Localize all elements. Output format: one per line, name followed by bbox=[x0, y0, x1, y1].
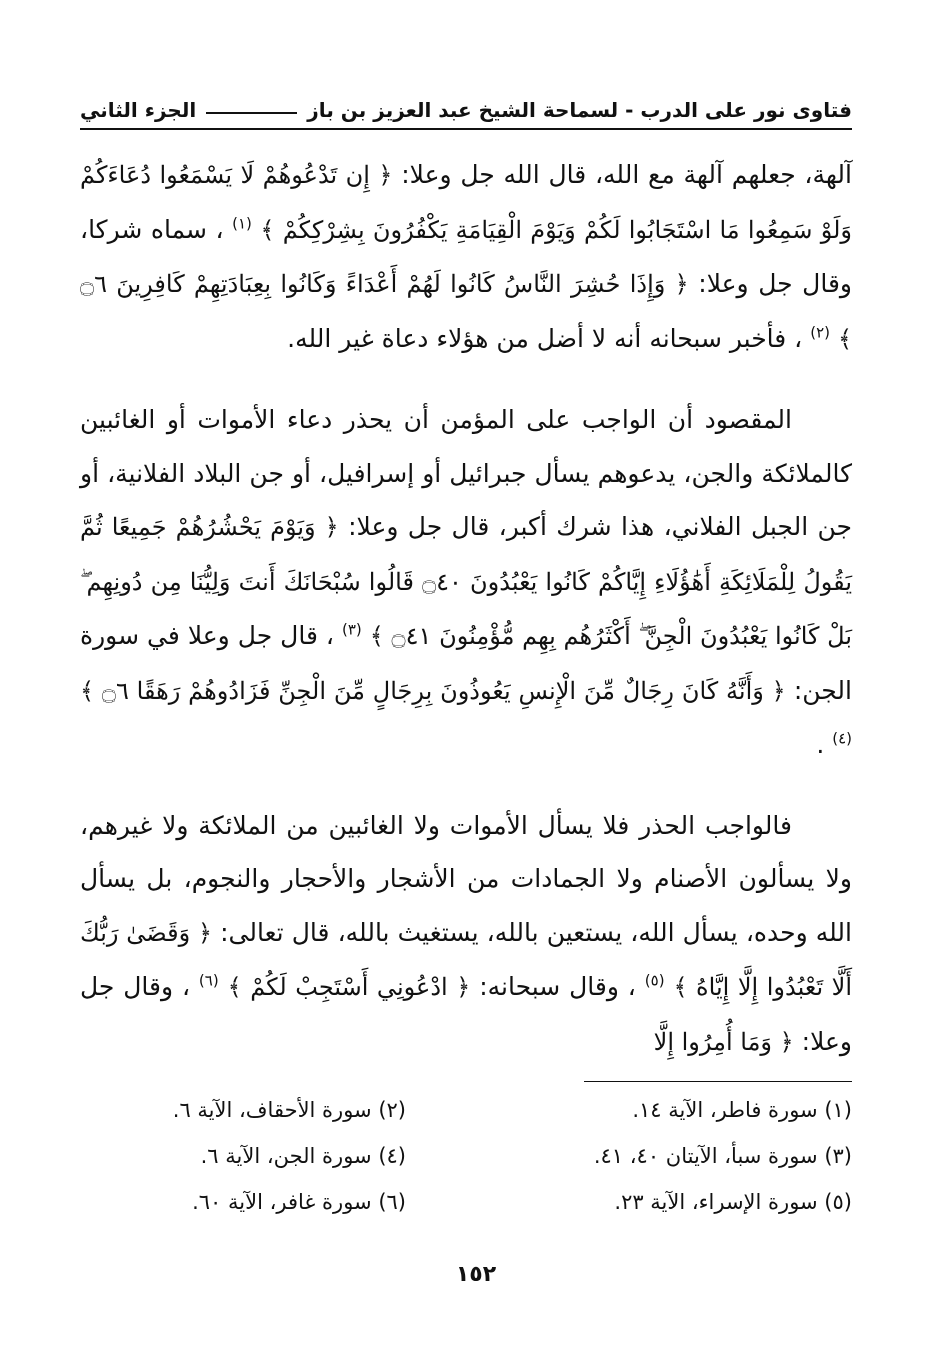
quran-verse: ﴿ وَقَضَىٰ رَبُّكَ أَلَّا تَعْبُدُوا إِلَّا إِيَّاهُ ﴾ bbox=[80, 918, 853, 1001]
running-header bbox=[80, 86, 852, 122]
footnote-marker: (٥) bbox=[644, 971, 665, 990]
paragraph-3 bbox=[80, 799, 852, 1070]
footnote-marker: (٦) bbox=[198, 971, 219, 990]
text-segment: ، وقال سبحانه: bbox=[470, 972, 636, 1001]
quran-verse: ﴿ وَيَوْمَ يَحْشُرُهُمْ جَمِيعًا ثُمَّ يَقُولُ لِلْمَلَائِكَةِ أَهَٰؤُلَاءِ إِيَّاكُمْ كَانُوا يَعْبُدُونَ ۝٤٠ قَالُوا سُبْحَانَكَ أَنتَ وَلِيُّنَا مِن دُونِهِم ۖ بَلْ كَانُوا يَعْبُدُونَ الْجِنَّ ۖ أَكْثَرُهُم بِهِم مُّؤْمِنُونَ ۝٤١ ﴾ bbox=[80, 513, 852, 650]
footnote-5: (٥) سورة الإسراء، الآية ٢٣. bbox=[614, 1190, 852, 1214]
page-number: ١٥٢ bbox=[455, 1262, 497, 1287]
header-dash-rule bbox=[206, 112, 297, 114]
footnote-4: (٤) سورة الجن، الآية ٦. bbox=[200, 1144, 406, 1168]
quran-verse: ﴿ إِن تَدْعُوهُمْ لَا يَسْمَعُوا دُعَاءَكُمْ وَلَوْ سَمِعُوا مَا اسْتَجَابُوا لَكُمْ وَيَوْمَ الْقِيَامَةِ يَكْفُرُونَ بِشِرْكِكُمْ ﴾ bbox=[80, 161, 852, 244]
text-segment: آلهة، جعلهم آلهة مع الله، قال الله جل وعلا: bbox=[392, 160, 852, 189]
footnote-6: (٦) سورة غافر، الآية ٦٠. bbox=[192, 1190, 406, 1214]
text-segment: ، سماه شركا، وقال جل وعلا: bbox=[80, 214, 852, 298]
footnote-2: (٢) سورة الأحقاف، الآية ٦. bbox=[172, 1098, 406, 1122]
footnote-marker: (٣) bbox=[341, 620, 362, 639]
text-segment: المقصود أن الواجب على المؤمن أن يحذر دعاء الأموات أو الغائبين كالملائكة والجن، يدعوهم يسأل جبرائيل أو إسرافيل، أو جن البلاد الفلانية، أو جن الجبل الفلاني، هذا شرك أكبر، قال جل وعلا: bbox=[80, 405, 852, 541]
text-segment: ، وقال جل وعلا: bbox=[80, 972, 852, 1056]
paragraph-2 bbox=[80, 393, 852, 772]
quran-verse: ﴿ وَمَا أُمِرُوا إِلَّا bbox=[653, 1027, 794, 1056]
quran-verse: ﴿ وَأَنَّهُ كَانَ رِجَالٌ مِّنَ الْإِنسِ يَعُوذُونَ بِرِجَالٍ مِّنَ الْجِنِّ فَزَادُوهُمْ رَهَقًا ۝٦ ﴾ bbox=[80, 676, 786, 705]
footnote-marker: (١) bbox=[232, 214, 252, 233]
footnote-1: (١) سورة فاطر، الآية ١٤. bbox=[632, 1098, 852, 1122]
footnotes bbox=[80, 1090, 852, 1222]
header-rule bbox=[80, 128, 852, 130]
footnote-3: (٣) سورة سبأ، الآيتان ٤٠، ٤١. bbox=[593, 1144, 852, 1168]
quran-verse: ﴿ ادْعُونِي أَسْتَجِبْ لَكُمْ ﴾ bbox=[227, 973, 471, 1001]
text-segment: ، فأخبر سبحانه أنه لا أضل من هؤلاء دعاة غير الله. bbox=[287, 323, 803, 353]
text-segment: . bbox=[816, 730, 825, 759]
footnote-marker: (٤) bbox=[832, 729, 852, 748]
footnote-separator bbox=[584, 1081, 852, 1082]
quran-verse: ﴿ وَإِذَا حُشِرَ النَّاسُ كَانُوا لَهُمْ أَعْدَاءً وَكَانُوا بِعِبَادَتِهِمْ كَافِرِينَ ۝٦ ﴾ bbox=[80, 270, 852, 353]
header-part: الجزء الثاني bbox=[80, 98, 197, 122]
header-title: فتاوى نور على الدرب - لسماحة الشيخ عبد العزيز بن باز bbox=[307, 98, 852, 122]
text-segment: فالواجب الحذر فلا يسأل الأموات ولا الغائبين من الملائكة ولا غيرهم، ولا يسألون الأصنام ولا الجمادات من الأشجار والأحجار والنجوم، بل يسأل الله وحده، يسأل الله، يستعين بالله، يستغيث بالله، قال تعالى: bbox=[80, 810, 852, 947]
text-segment: ، قال جل وعلا في سورة الجن: bbox=[80, 621, 852, 705]
paragraph-1 bbox=[80, 148, 852, 366]
footnote-marker: (٢) bbox=[810, 323, 830, 342]
body-text bbox=[80, 148, 852, 1069]
